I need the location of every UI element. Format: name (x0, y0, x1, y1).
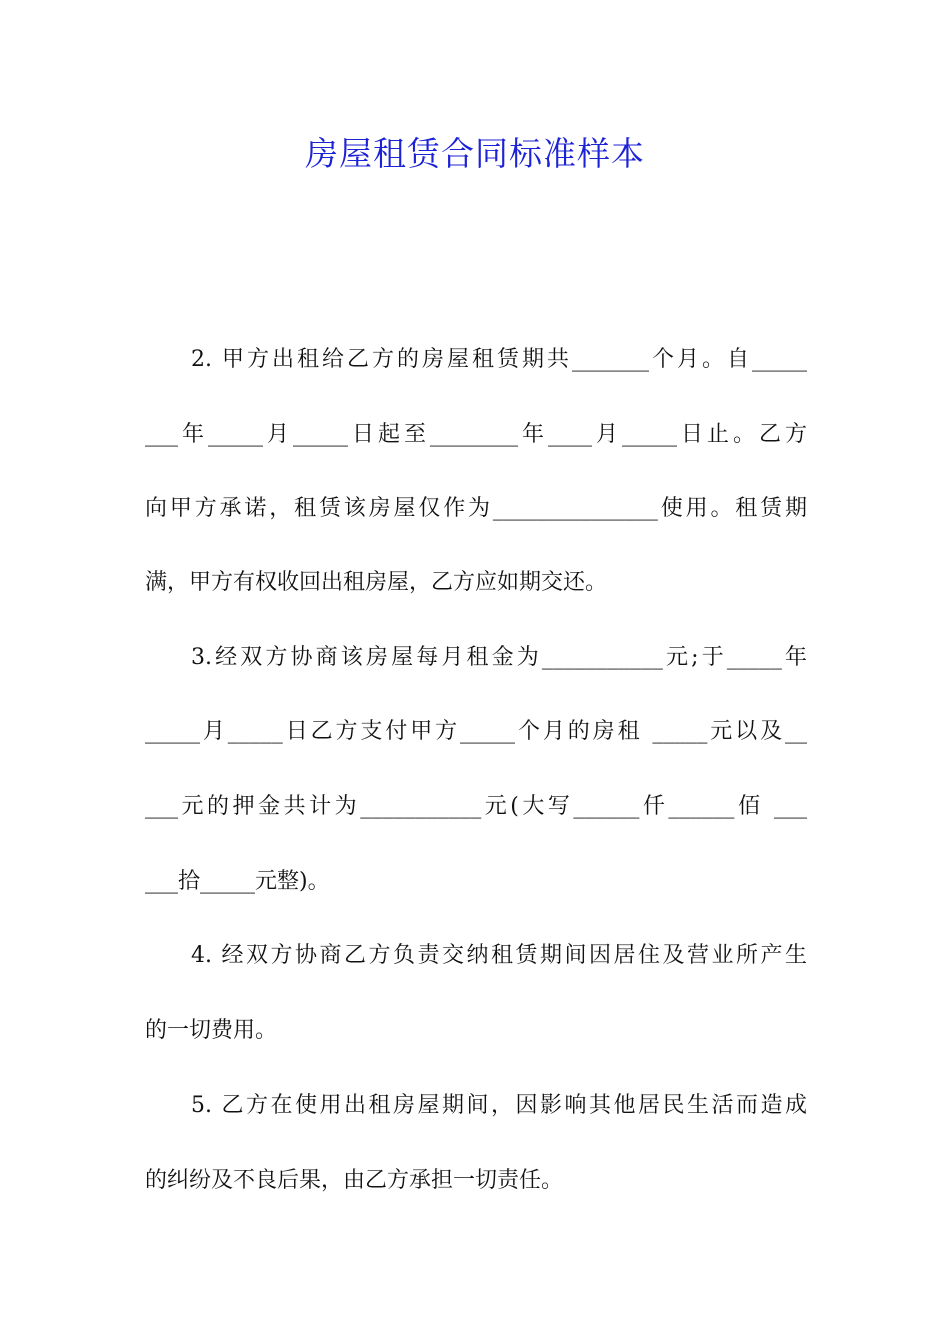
document-title: 房屋租赁合同标准样本 (305, 134, 645, 173)
clause-2-line-2: ___年_____月_____日起至________年____月_____日止。乙方 (145, 422, 807, 447)
clause-5-line-2: 的纠纷及不良后果，由乙方承担一切责任。 (145, 1168, 564, 1193)
clause-4-line-1: 4. 经双方协商乙方负责交纳租赁期间因居住及营业所产生 (191, 943, 807, 968)
clause-3-line-4: ___拾_____元整)。 (145, 869, 330, 894)
clause-2-line-3: 向甲方承诺，租赁该房屋仅作为_______________使用。租赁期 (145, 496, 807, 521)
clause-5-line-1: 5. 乙方在使用出租房屋期间，因影响其他居民生活而造成 (191, 1093, 807, 1118)
clause-2-line-1: 2. 甲方出租给乙方的房屋租赁期共_______个月。自_____ (191, 347, 807, 372)
clause-3-line-3: ___元的押金共计为___________元(大写______仟______佰 ___ (145, 794, 807, 819)
clause-4-line-2: 的一切费用。 (145, 1018, 278, 1043)
clause-3-line-2: _____月_____日乙方支付甲方_____个月的房租 _____元以及__ (145, 719, 807, 744)
clause-2-line-4: 满，甲方有权收回出租房屋，乙方应如期交还。 (145, 570, 608, 595)
clause-3-line-1: 3.经双方协商该房屋每月租金为___________元;于_____年 (191, 645, 807, 670)
